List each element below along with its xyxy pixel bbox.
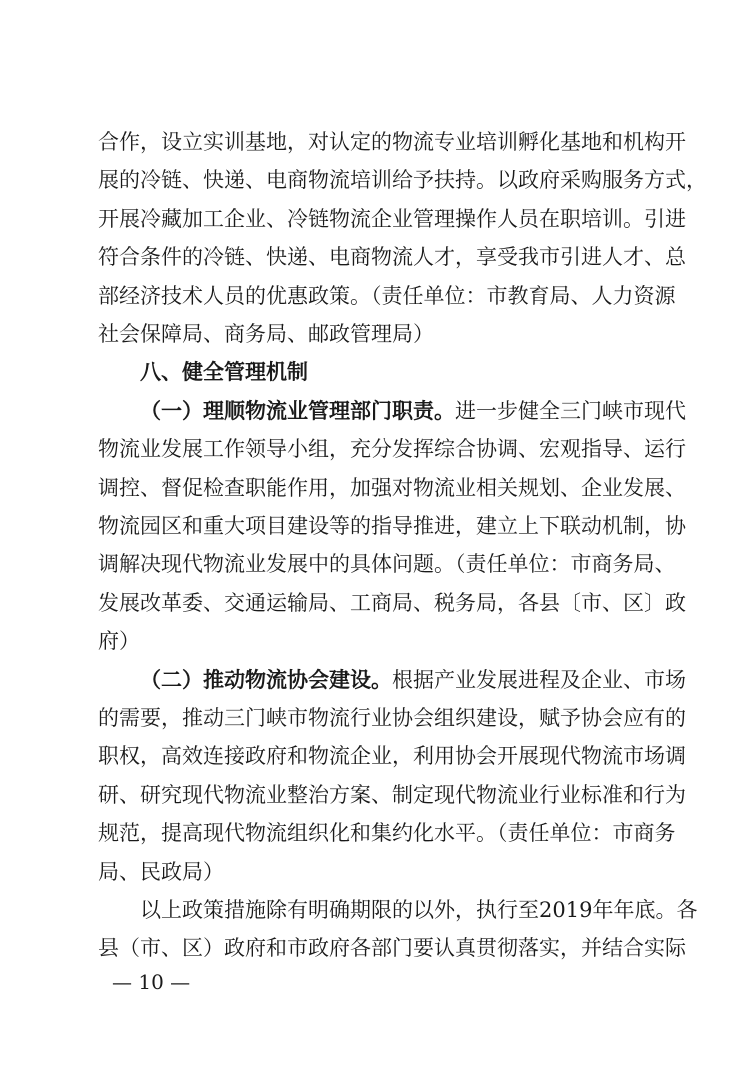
paragraph-lead: （一）理顺物流业管理部门职责。 [140, 398, 455, 423]
paragraph-first-line [140, 397, 686, 425]
section-heading: 八、健全管理机制 [140, 360, 308, 385]
paragraph-line: 以上政策措施除有明确期限的以外，执行至2019年年底。各 [140, 898, 698, 922]
paragraph-line: 物流园区和重大项目建设等的指导推进，建立上下联动机制，协 [98, 514, 686, 538]
paragraph-line: 开展冷藏加工企业、冷链物流企业管理操作人员在职培训。引进 [98, 206, 686, 231]
paragraph-text: 进一步健全三门峡市现代 [455, 398, 686, 423]
paragraph-line: 调解决现代物流业发展中的具体问题。（责任单位：市商务局、 [98, 552, 676, 577]
paragraph-line: 局、民政局） [98, 859, 224, 884]
paragraph-line: 规范，提高现代物流组织化和集约化水平。（责任单位：市商务 [98, 821, 676, 846]
paragraph-line: 县（市、区）政府和市政府各部门要认真贯彻落实，并结合实际 [98, 936, 686, 961]
page-number: — 10 — [112, 970, 191, 994]
paragraph-text: 根据产业发展进程及企业、市场 [392, 667, 686, 692]
paragraph-line: 调控、督促检查职能作用，加强对物流业相关规划、企业发展、 [98, 475, 686, 500]
paragraph-line: 展的冷链、快递、电商物流培训给予扶持。以政府采购服务方式， [98, 168, 707, 193]
paragraph-line: 的需要，推动三门峡市物流行业协会组织建设，赋予协会应有的 [98, 706, 686, 730]
paragraph-line: 部经济技术人员的优惠政策。（责任单位：市教育局、人力资源 [98, 283, 676, 308]
paragraph-line: 发展改革委、交通运输局、工商局、税务局，各县〔市、区〕政 [98, 590, 686, 615]
paragraph-line: 符合条件的冷链、快递、电商物流人才，享受我市引进人才、总 [98, 245, 686, 270]
paragraph-line: 研、研究现代物流业整治方案、制定现代物流业行业标准和行为 [98, 782, 686, 807]
paragraph-line: 职权，高效连接政府和物流企业，利用协会开展现代物流市场调 [98, 744, 686, 769]
paragraph-first-line [140, 666, 686, 694]
paragraph-line: 合作，设立实训基地，对认定的物流专业培训孵化基地和机构开 [98, 130, 686, 154]
paragraph-line: 社会保障局、商务局、邮政管理局） [98, 322, 434, 346]
paragraph-lead: （二）推动物流协会建设。 [140, 667, 392, 692]
paragraph-line: 物流业发展工作领导小组，充分发挥综合协调、宏观指导、运行 [98, 437, 686, 462]
paragraph-line: 府） [98, 629, 140, 654]
